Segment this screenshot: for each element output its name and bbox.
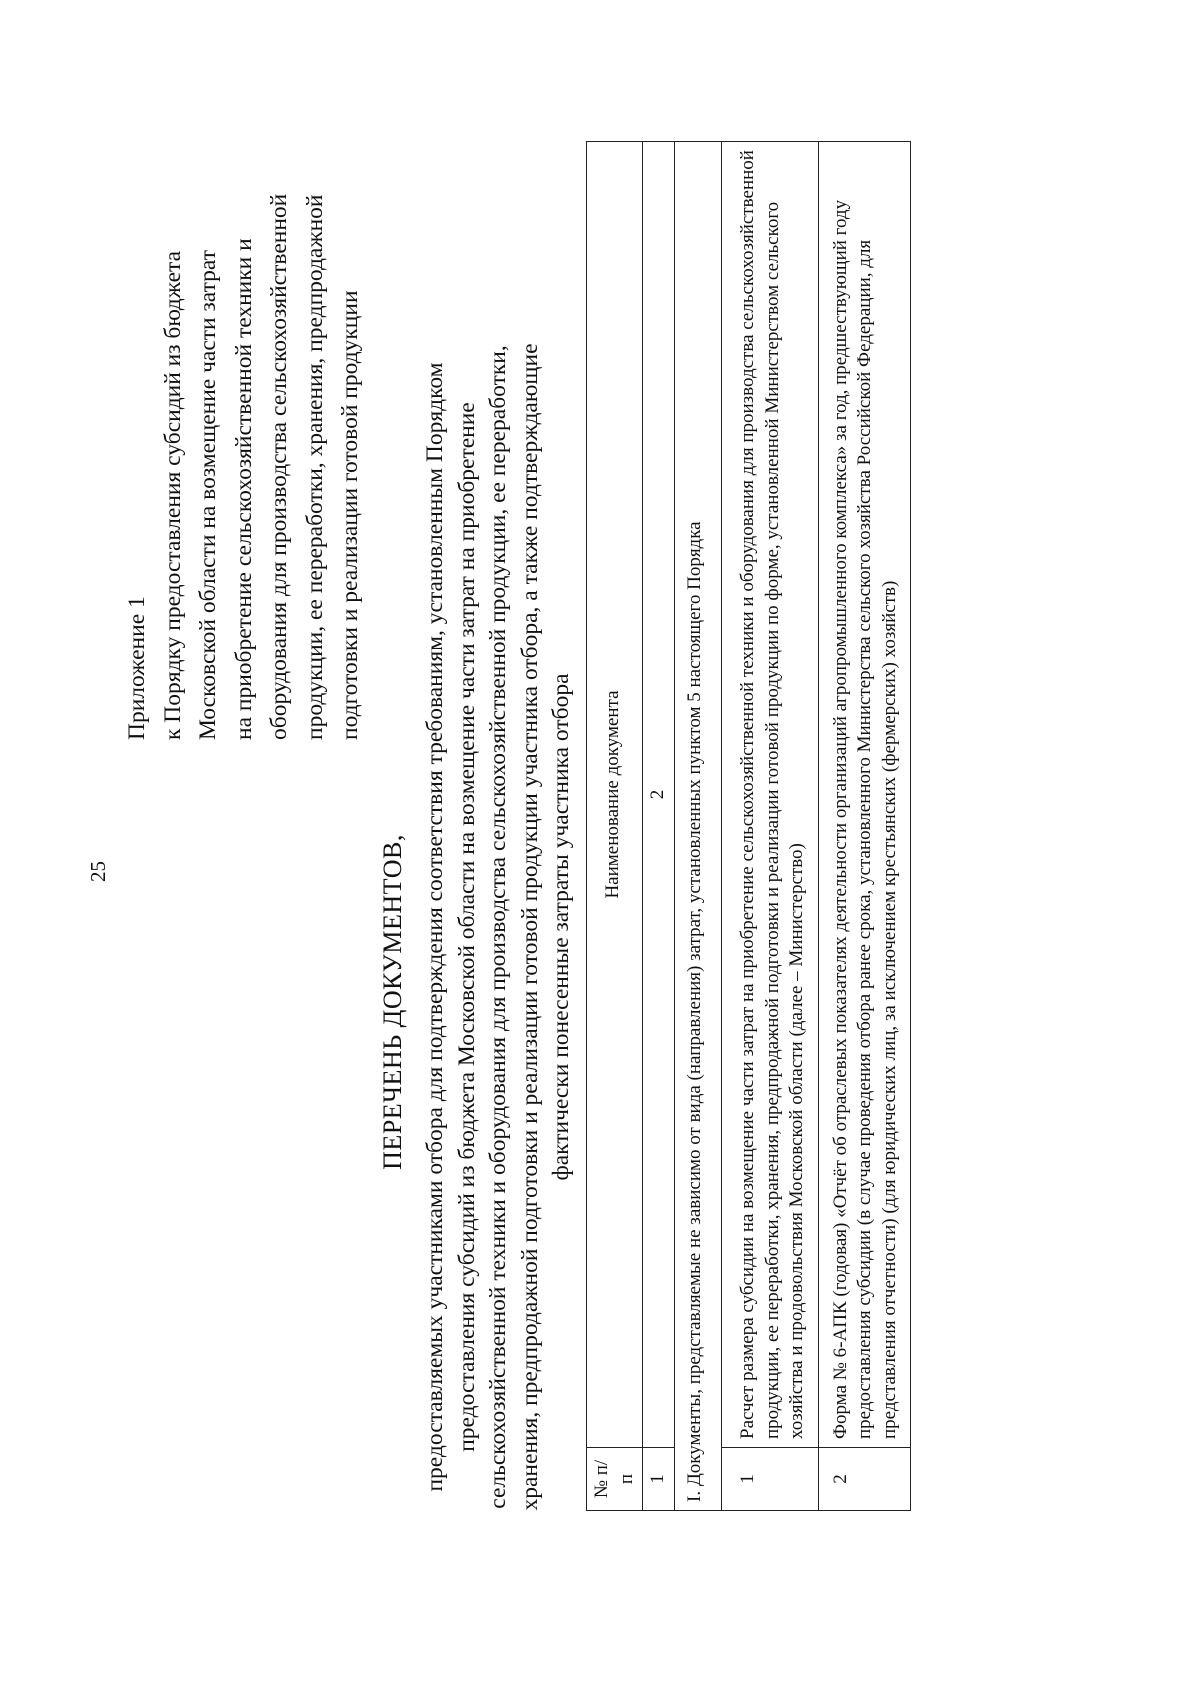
subtitle-line: предоставляемых участниками отбора для подтверждения соответствия требованиям, установленным Порядком: [422, 362, 448, 1492]
documents-table: [586, 141, 911, 1511]
column-numbers-row: [643, 142, 675, 1511]
table-header-row: [587, 142, 643, 1511]
appendix-line: Московской области на возмещение части затрат: [195, 249, 221, 740]
appendix-line: Приложение 1: [124, 596, 150, 740]
section-title: I. Документы, представляемые не зависимо от вида (направления) затрат, установленных пунктом 5 настоящего Порядка: [674, 142, 722, 1511]
row-num: 2: [818, 1448, 911, 1511]
row-num: 1: [722, 1448, 819, 1511]
appendix-line: оборудования для производства сельскохозяйственной: [266, 193, 292, 740]
table-row: [722, 142, 819, 1511]
subtitle-line: сельскохозяйственной техники и оборудования для производства сельскохозяйственной продукции, ее переработки,: [485, 345, 511, 1509]
row-text: Расчет размера субсидии на возмещение части затрат на приобретение сельскохозяйственной техники и оборудования для производства сельскохозяйственной продукции, ее переработки, хранения, предпродажной подготовки и реализации готовой продукции по форме, установленной Министерством сельского хозяйства и продовольствия Московской области (далее – Министерство): [722, 142, 819, 1448]
appendix-line: подготовки и реализации готовой продукции: [337, 290, 363, 740]
row-text: Форма № 6-АПК (годовая) «Отчёт об отраслевых показателях деятельности организаций агропромышленного комплекса» за год, предшествующий году предоставления субсидии (в случае проведения отбора ранее срока, установленного Министерства сельского хозяйства Российской Федерации, для представления отчетности) (для юридических лиц, за исключением крестьянских (фермерских) хозяйств): [818, 142, 911, 1448]
appendix-line: продукции, ее переработки, хранения, предпродажной: [301, 194, 328, 740]
appendix-header: [120, 40, 369, 740]
colnum-2: 2: [643, 142, 675, 1448]
subtitle-line: предоставления субсидий из бюджета Московской области на возмещение части затрат на приобретение: [453, 402, 480, 1452]
colnum-1: 1: [643, 1448, 675, 1511]
header-num: № п/п: [587, 1448, 643, 1511]
appendix-line: к Порядку предоставления субсидий из бюджета: [159, 250, 186, 740]
header-name: Наименование документа: [587, 142, 643, 1448]
subtitle-line: хранения, предпродажной подготовки и реализации готовой продукции участника отбора, а также подтверждающие: [516, 343, 543, 1511]
document-title: ПЕРЕЧЕНЬ ДОКУМЕНТОВ,: [378, 834, 407, 1170]
table-row: [818, 142, 911, 1511]
page-number: 25: [86, 861, 110, 882]
appendix-line: на приобретение сельскохозяйственной техники и: [230, 238, 257, 740]
document-subtitle: [420, 327, 578, 1527]
subtitle-line: фактически понесенные затраты участника отбора: [548, 673, 574, 1181]
section-row: [674, 142, 722, 1511]
